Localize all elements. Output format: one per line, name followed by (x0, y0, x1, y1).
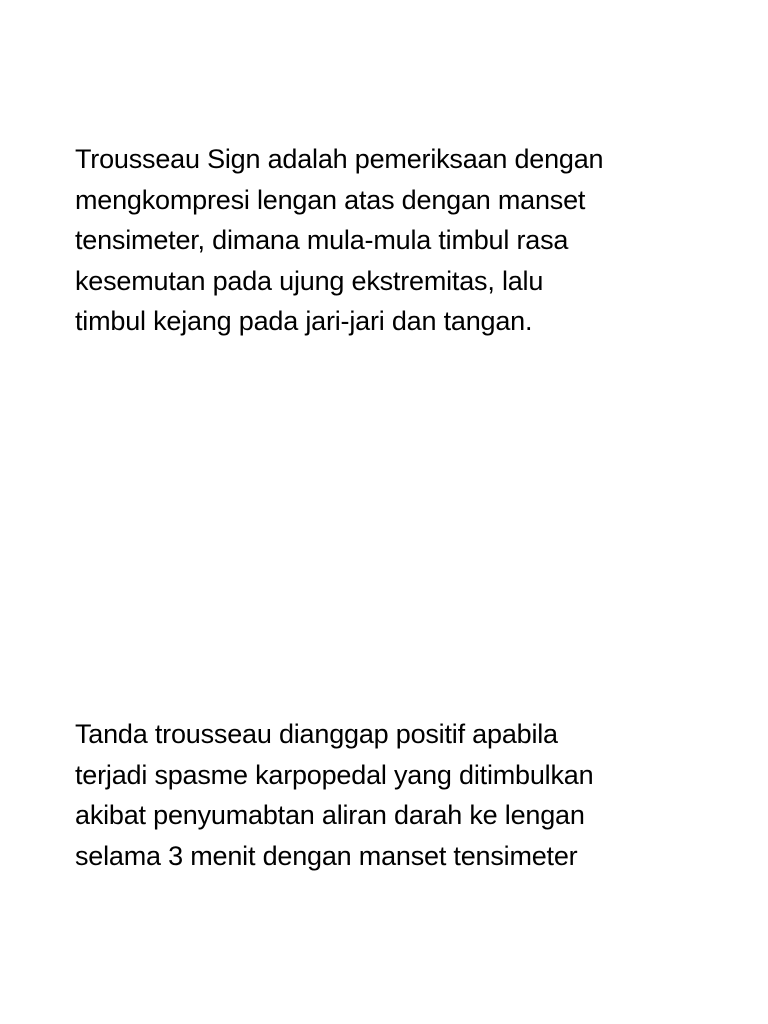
text-line: terjadi spasme karpopedal yang ditimbulkan (75, 759, 594, 790)
text-line: Tanda trousseau dianggap positif apabila (75, 719, 558, 749)
text-line: tensimeter, dimana mula-mula timbul rasa (75, 225, 569, 255)
text-line: timbul kejang pada jari-jari dan tangan. (75, 306, 533, 336)
paragraph-trousseau-sign-definition (75, 139, 603, 342)
text-line: kesemutan pada ujung ekstremitas, lalu (75, 265, 544, 296)
text-line: akibat penyumabtan aliran darah ke lengan (75, 800, 585, 830)
paragraph-trousseau-positive (75, 714, 593, 876)
text-line: mengkompresi lengan atas dengan manset (75, 184, 586, 215)
text-line: Trousseau Sign adalah pemeriksaan dengan (75, 144, 604, 174)
text-line: selama 3 menit dengan manset tensimeter (75, 840, 578, 871)
